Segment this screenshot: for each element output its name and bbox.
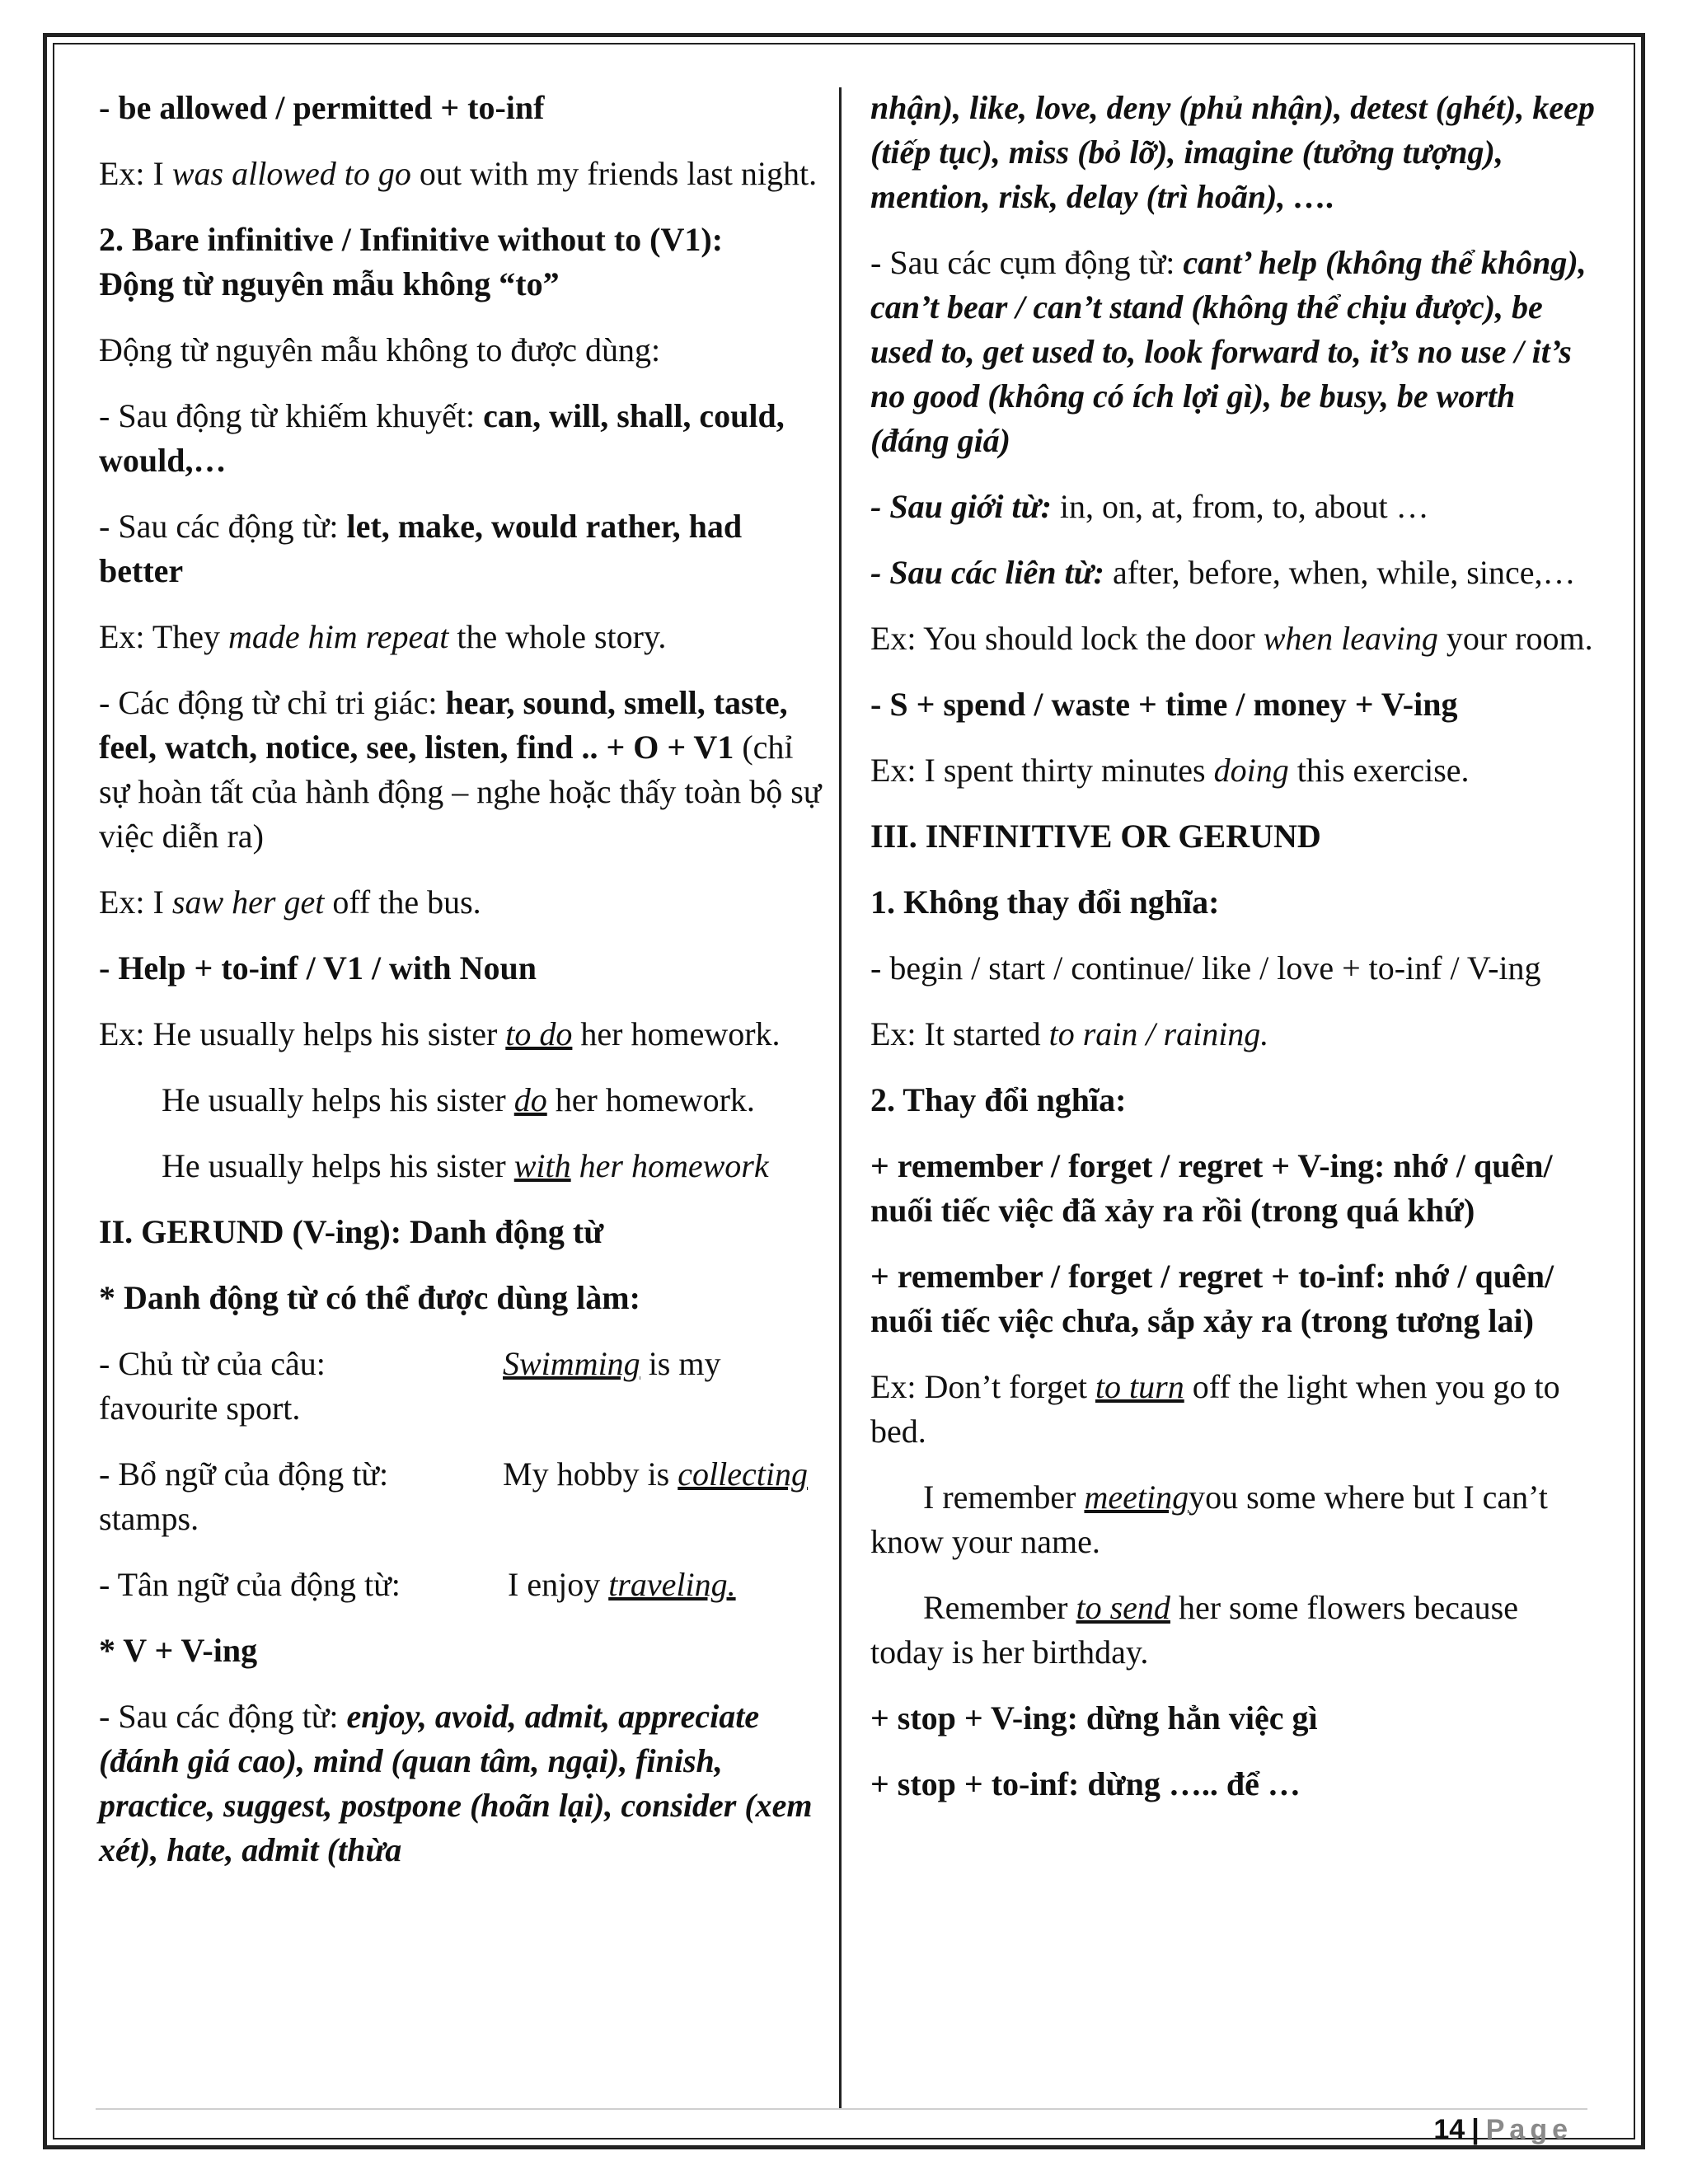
paragraph: He usually helps his sister with her homework <box>162 1147 769 1184</box>
section-heading: III. INFINITIVE OR GERUND <box>870 818 1321 855</box>
paragraph: - be allowed / permitted + to-inf <box>99 89 545 126</box>
left-column <box>99 86 824 1894</box>
paragraph: - Tân ngữ của động từ: I enjoy traveling. <box>99 1566 736 1603</box>
section-heading: II. GERUND (V-ing): Danh động từ <box>99 1213 604 1250</box>
paragraph: + stop + to-inf: dừng ….. để … <box>870 1765 1301 1802</box>
paragraph: nhận), like, love, deny (phủ nhận), detest (ghét), keep (tiếp tục), miss (bỏ lỡ), imagine (tưởng tượng), mention, risk, delay (trì hoãn), …. <box>870 89 1595 215</box>
column-divider <box>839 87 842 2108</box>
paragraph: Động từ nguyên mẫu không to được dùng: <box>99 331 661 368</box>
paragraph: Ex: It started to rain / raining. <box>870 1015 1269 1052</box>
paragraph: Remember to send her some flowers because today is her birthday. <box>870 1589 1518 1671</box>
paragraph: Ex: He usually helps his sister to do her homework. <box>99 1015 781 1052</box>
paragraph: 1. Không thay đổi nghĩa: <box>870 883 1220 921</box>
paragraph: + remember / forget / regret + V-ing: nhớ / quên/ nuối tiếc việc đã xảy ra rồi (trong quá khứ) <box>870 1147 1553 1229</box>
page-label: Page <box>1485 2114 1573 2145</box>
paragraph: Ex: They made him repeat the whole story. <box>99 618 667 655</box>
paragraph: Ex: You should lock the door when leaving your room. <box>870 620 1593 657</box>
paragraph: I remember meetingyou some where but I can’t know your name. <box>870 1479 1548 1560</box>
paragraph: - S + spend / waste + time / money + V-ing <box>870 686 1458 723</box>
paragraph: Ex: I was allowed to go out with my friends last night. <box>99 155 818 192</box>
paragraph: - Sau các động từ: enjoy, avoid, admit, appreciate (đánh giá cao), mind (quan tâm, ngại), finish, practice, suggest, postpone (hoãn lại), consider (xem xét), hate, admit (thừa <box>99 1698 813 1868</box>
paragraph: - Help + to-inf / V1 / with Noun <box>99 949 537 987</box>
footer-separator: | <box>1471 2114 1479 2145</box>
paragraph: - Sau giới từ: in, on, at, from, to, about … <box>870 488 1429 525</box>
page-number: 14 <box>1433 2114 1465 2145</box>
paragraph: - Sau động từ khiếm khuyết: can, will, shall, could, would,… <box>99 397 785 479</box>
right-column <box>870 86 1596 1828</box>
paragraph: * V + V-ing <box>99 1632 258 1669</box>
paragraph: - Các động từ chỉ tri giác: hear, sound, smell, taste, feel, watch, notice, see, listen, find .. + O + V1 (chỉ sự hoàn tất của hành động – nghe hoặc thấy toàn bộ sự việc diễn ra) <box>99 684 822 855</box>
paragraph: - Sau các liên từ: after, before, when, while, since,… <box>870 554 1576 591</box>
paragraph: - Sau các cụm động từ: cant’ help (không thể không), can’t bear / can’t stand (không thể chịu được), be used to, get used to, look forward to, it’s no use / it’s no good (không có ích lợi gì), be busy, be worth (đáng giá) <box>870 244 1587 459</box>
paragraph: Ex: I saw her get off the bus. <box>99 883 481 921</box>
paragraph: - begin / start / continue/ like / love + to-inf / V-ing <box>870 949 1541 987</box>
paragraph: Ex: Don’t forget to turn off the light when you go to bed. <box>870 1368 1560 1450</box>
section-heading: 2. Bare infinitive / Infinitive without to (V1): Động từ nguyên mẫu không “to” <box>99 221 724 302</box>
footer-rule <box>96 2108 1587 2110</box>
paragraph: Ex: I spent thirty minutes doing this exercise. <box>870 752 1470 789</box>
page-footer <box>1433 2111 1573 2148</box>
paragraph: * Danh động từ có thể được dùng làm: <box>99 1279 640 1316</box>
paragraph: - Bổ ngữ của động từ: My hobby is collecting stamps. <box>99 1455 808 1537</box>
paragraph: He usually helps his sister do her homework. <box>162 1081 755 1118</box>
paragraph: - Chủ từ của câu: Swimming is my favourite sport. <box>99 1345 721 1427</box>
paragraph: + stop + V-ing: dừng hẳn việc gì <box>870 1699 1318 1736</box>
paragraph: 2. Thay đổi nghĩa: <box>870 1081 1127 1118</box>
paragraph: + remember / forget / regret + to-inf: nhớ / quên/ nuối tiếc việc chưa, sắp xảy ra (trong tương lai) <box>870 1258 1554 1339</box>
paragraph: - Sau các động từ: let, make, would rather, had better <box>99 508 743 589</box>
